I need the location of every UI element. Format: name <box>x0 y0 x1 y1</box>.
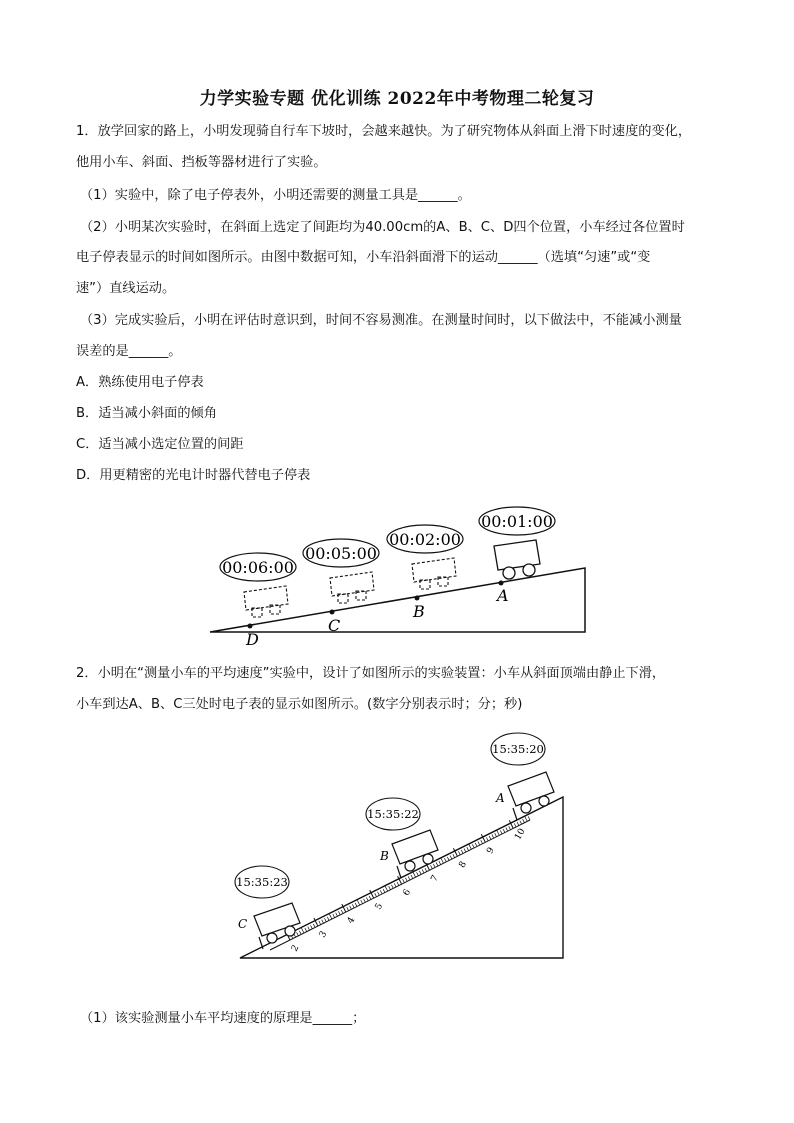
ruler-tick <box>497 830 500 835</box>
ruler-tick <box>520 821 522 825</box>
ruler-tick <box>369 896 371 900</box>
ruler-tick <box>322 920 324 924</box>
point-c-dot <box>330 610 335 615</box>
q2-stem-line-2: 小车到达A、B、C三处时电子表的显示如图所示。(数字分别表示时；分；秒) <box>76 697 523 712</box>
cart-ghost-d <box>244 586 288 617</box>
ruler-tick <box>431 865 433 869</box>
ruler-tick <box>336 913 338 917</box>
ruler-tick <box>378 892 380 896</box>
q1-part-2-line-1: （2）小明某次实验时，在斜面上选定了间距均为40.00cm的A、B、C、D四个位置，小车经过各位置时 <box>80 220 685 235</box>
ruler-tick <box>383 889 385 893</box>
timer-c-text: 00:05:00 <box>305 544 377 563</box>
timer-d <box>220 553 296 581</box>
ruler-number: 5 <box>373 901 386 912</box>
ruler-number: 10 <box>513 827 528 842</box>
ruler-tick <box>523 819 525 823</box>
ruler-number: 6 <box>401 887 414 898</box>
ruler-tick <box>308 927 310 931</box>
ruler-tick <box>517 822 519 826</box>
ruler-tick <box>361 900 363 904</box>
ruler-tick <box>313 924 315 928</box>
ruler-tick <box>486 837 488 841</box>
point-d-label: D <box>246 630 259 649</box>
ruler-tick <box>329 914 332 919</box>
ruler-tick <box>425 868 427 872</box>
ruler-number: 2 <box>289 943 302 954</box>
point-a-dot <box>499 581 504 586</box>
ruler-tick <box>357 900 360 905</box>
ruler-tick <box>472 844 474 848</box>
q1-option-a: A．熟练使用电子停表 <box>76 375 204 390</box>
ruler-tick <box>478 842 480 846</box>
q2-stem-line-1: 2．小明在“测量小车的平均速度”实验中，设计了如图所示的实验装置：小车从斜面顶端由静止下滑， <box>76 666 666 681</box>
q1-part-1: （1）实验中，除了电子停表外，小明还需要的测量工具是______。 <box>80 188 471 203</box>
ruler-tick <box>299 931 301 935</box>
ruler-tick <box>417 872 419 876</box>
q1-part-3-line-1: （3）完成实验后，小明在评估时意识到，时间不容易测准。在测量时间时，以下做法中，不能减小测量 <box>80 313 682 328</box>
ruler-tick <box>464 849 466 853</box>
ruler-tick <box>380 890 382 894</box>
ruler-tick <box>433 864 435 868</box>
q2-incline-figure <box>230 730 580 965</box>
q1-part-3-line-2: 误差的是______。 <box>76 344 182 359</box>
ruler-tick <box>503 829 505 833</box>
ruler-tick <box>444 858 446 862</box>
ruler-tick <box>385 886 388 891</box>
ruler-tick <box>514 823 516 827</box>
point-c-label: C <box>328 616 341 635</box>
ruler-tick <box>403 879 405 883</box>
ruler-number: 4 <box>345 915 358 926</box>
point-b-label: B <box>380 849 389 863</box>
ruler-tick <box>489 836 491 840</box>
ruler-number: 8 <box>457 859 469 870</box>
timer-b-text: 15:35:22 <box>367 807 419 821</box>
ruler-tick <box>525 816 528 821</box>
ruler-tick <box>469 844 472 849</box>
q2-part-1: （1）该实验测量小车平均速度的原理是______； <box>80 1011 366 1026</box>
timer-a <box>491 733 545 765</box>
timer-a-text: 15:35:20 <box>492 742 544 756</box>
ruler-tick <box>495 833 497 837</box>
point-a-label: A <box>496 791 505 805</box>
q1-part-2-line-2: 电子停表显示的时间如图所示。由图中数据可知，小车沿斜面滑下的运动______（选填“匀速”或“变 <box>76 250 651 265</box>
ruler-tick <box>408 876 410 880</box>
ruler-number: 3 <box>317 929 330 940</box>
ruler-tick <box>375 893 377 897</box>
timer-d-text: 00:06:00 <box>222 558 294 577</box>
ruler-tick <box>447 857 449 861</box>
ruler-tick <box>394 883 396 887</box>
ruler-tick <box>528 816 530 820</box>
q1-option-d: D．用更精密的光电计时器代替电子停表 <box>76 468 311 483</box>
q1-option-c: C．适当减小选定位置的间距 <box>76 437 244 452</box>
ruler-number: 9 <box>485 845 497 856</box>
ruler-tick <box>333 914 335 918</box>
ruler-tick <box>475 843 477 847</box>
q1-stem-line-2: 他用小车、斜面、挡板等器材进行了实验。 <box>76 155 327 170</box>
q1-option-b: B．适当减小斜面的倾角 <box>76 406 217 421</box>
ruler-tick <box>419 871 421 875</box>
ruler-tick <box>297 932 299 936</box>
ruler-tick <box>389 886 391 890</box>
page-title: 力学实验专题 优化训练 2022年中考物理二轮复习 <box>199 89 595 109</box>
timer-c-text: 15:35:23 <box>236 875 288 889</box>
ruler-tick <box>461 850 463 854</box>
ruler-tick <box>436 862 438 866</box>
ruler-tick <box>506 828 508 832</box>
ruler-tick <box>341 910 343 914</box>
ruler-tick <box>422 869 424 873</box>
ruler-tick <box>467 847 469 851</box>
point-d-dot <box>248 624 253 629</box>
cart-ghost-b <box>412 558 456 589</box>
cart-b <box>392 830 438 871</box>
timer-a <box>479 507 555 535</box>
ruler-tick <box>319 921 321 925</box>
ruler-tick <box>458 851 460 855</box>
ruler-tick <box>338 911 340 915</box>
ruler-tick <box>327 917 329 921</box>
ruler-tick <box>352 904 354 908</box>
cart-ghost-c <box>330 572 374 603</box>
point-b-dot <box>415 596 420 601</box>
q1-part-2-line-3: 速”）直线运动。 <box>76 281 176 296</box>
timer-c <box>303 539 379 567</box>
ruler-tick <box>366 897 368 901</box>
cart-c <box>254 903 300 943</box>
ruler-tick <box>364 899 366 903</box>
ruler-tick <box>439 861 441 865</box>
ruler-tick <box>509 826 511 830</box>
ruler-ticks <box>286 816 530 940</box>
ruler-tick <box>441 858 444 863</box>
ruler-tick <box>347 907 349 911</box>
ruler-tick <box>311 925 313 929</box>
ruler-tick <box>301 928 304 933</box>
cart-a <box>508 772 554 813</box>
ruler-tick <box>397 882 399 886</box>
timer-b <box>387 525 463 553</box>
ruler-tick <box>413 872 416 877</box>
timer-a-text: 00:01:00 <box>481 512 553 531</box>
ruler-tick <box>405 878 407 882</box>
timer-b <box>366 798 420 830</box>
point-c-label: C <box>238 917 248 931</box>
ruler-tick <box>391 885 393 889</box>
ruler-tick <box>453 854 455 858</box>
ruler-tick <box>500 830 502 834</box>
cart-a <box>494 540 540 579</box>
ruler-tick <box>350 906 352 910</box>
ruler-tick <box>355 903 357 907</box>
ruler-tick <box>411 875 413 879</box>
point-b-label: B <box>413 602 425 621</box>
q1-stem-line-1: 1．放学回家的路上，小明发现骑自行车下坡时，会越来越快。为了研究物体从斜面上滑下时速度的变化， <box>76 124 692 139</box>
ruler-number: 7 <box>429 873 442 884</box>
ruler-tick <box>324 918 326 922</box>
timer-c <box>235 866 289 898</box>
ruler-tick <box>492 835 494 839</box>
point-a-label: A <box>497 586 509 605</box>
q1-incline-figure <box>200 500 600 650</box>
ruler-tick <box>305 928 307 932</box>
timer-b-text: 00:02:00 <box>389 530 461 549</box>
ruler-tick <box>481 840 483 844</box>
ruler-tick <box>450 855 452 859</box>
